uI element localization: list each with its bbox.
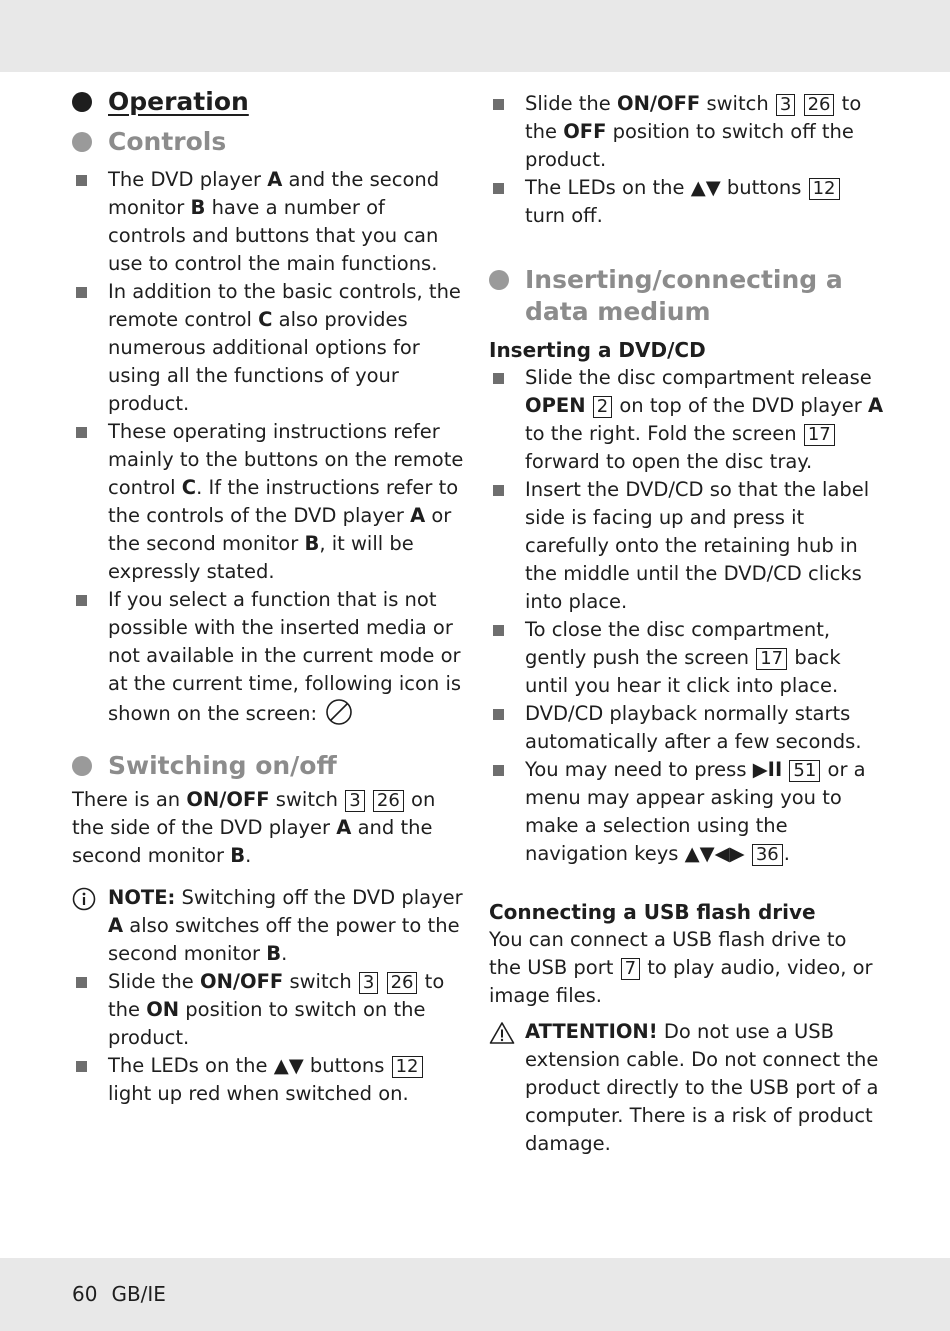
square-bullet-icon [493,485,504,496]
locale-label: GB/IE [111,1282,166,1306]
left-column [72,86,467,1108]
usb-paragraph: You can connect a USB flash drive to the USB port 7 to play audio, video, or image files. [489,928,873,1007]
page-number: 60 [72,1282,98,1306]
inserting-list [489,364,884,868]
heading-operation: Operation [72,86,467,118]
heading-bullet-icon [489,270,509,290]
subheading-usb: Connecting a USB flash drive [489,900,816,924]
list-item: To close the disc compartment, gently push the screen 17 back until you hear it click into place. [489,616,884,700]
heading-bullet-icon [72,132,92,152]
square-bullet-icon [76,1061,87,1072]
list-item: Insert the DVD/CD so that the label side is facing up and press it carefully onto the retaining hub in the middle until the DVD/CD clicks into place. [489,476,884,616]
list-item: The DVD player A and the second monitor B have a number of controls and buttons that you can use to control the main functions. [72,166,467,278]
note-block: NOTE: Switching off the DVD player A also switches off the power to the second monitor B. [72,884,467,968]
list-item: The LEDs on the ▲▼ buttons 12 turn off. [489,174,884,230]
square-bullet-icon [493,709,504,720]
header-band [0,0,950,72]
heading-bullet-icon [72,756,92,776]
heading-inserting: Inserting/connecting a data medium [489,264,884,328]
square-bullet-icon [76,175,87,186]
info-icon [72,887,96,911]
list-item: The LEDs on the ▲▼ buttons 12 light up red when switched on. [72,1052,467,1108]
switch-off-list [489,90,884,230]
list-item: Slide the disc compartment release OPEN 2 on top of the DVD player A to the right. Fold the screen 17 forward to open the disc tray. [489,364,884,476]
switch-on-list [72,968,467,1108]
page-footer [72,1282,180,1306]
switching-paragraph: There is an ON/OFF switch 3 26 on the side of the DVD player A and the second monitor B. [72,788,436,867]
list-item: If you select a function that is not possible with the inserted media or not available in the current mode or at the current time, following icon is shown on the screen: [72,586,467,728]
square-bullet-icon [493,765,504,776]
right-column [489,90,884,1158]
list-item: You may need to press ▶II 51 or a menu may appear asking you to make a selection using the navigation keys ▲▼◀▶ 36 . [489,756,884,868]
warning-icon [489,1021,515,1045]
square-bullet-icon [493,99,504,110]
heading-controls: Controls [72,126,467,158]
square-bullet-icon [76,427,87,438]
not-possible-icon [325,698,353,726]
attention-block: ATTENTION! Do not use a USB extension cable. Do not connect the product directly to the USB port of a computer. There is a risk of product damage. [489,1018,884,1158]
square-bullet-icon [493,625,504,636]
subheading-inserting-dvd: Inserting a DVD/CD [489,338,706,362]
controls-list [72,166,467,728]
square-bullet-icon [493,183,504,194]
square-bullet-icon [76,595,87,606]
list-item: Slide the ON/OFF switch 3 26 to the OFF position to switch off the product. [489,90,884,174]
list-item: Slide the ON/OFF switch 3 26 to the ON position to switch on the product. [72,968,467,1052]
heading-bullet-icon [72,92,92,112]
list-item: In addition to the basic controls, the remote control C also provides numerous additional options for using all the functions of your product. [72,278,467,418]
list-item: DVD/CD playback normally starts automatically after a few seconds. [489,700,884,756]
list-item: These operating instructions refer mainly to the buttons on the remote control C. If the instructions refer to the controls of the DVD player A or the second monitor B, it will be expressly stated. [72,418,467,586]
square-bullet-icon [76,287,87,298]
heading-switching: Switching on/off [72,750,467,782]
square-bullet-icon [76,977,87,988]
square-bullet-icon [493,373,504,384]
